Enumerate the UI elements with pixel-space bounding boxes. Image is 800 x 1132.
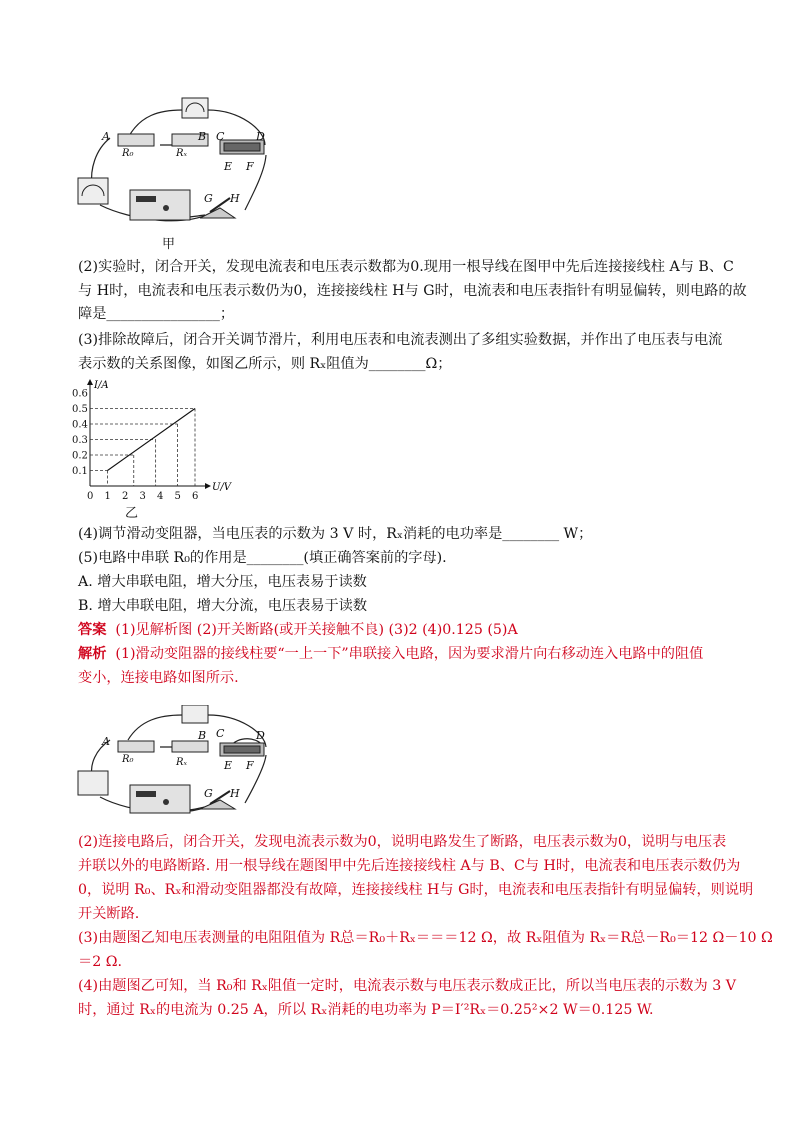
y-tick-label: 0.1 [72, 466, 88, 477]
analysis-p1-line2: 变小，连接电路如图所示. [78, 670, 239, 686]
x-tick-label: 4 [157, 491, 164, 502]
analysis-p2-line3: 0，说明 R₀、Rₓ和滑动变阻器都没有故障，连接接线柱 H与 G时，电流表和电压表指针有明显偏转，则说明 [78, 882, 754, 898]
y-tick-label: 0.2 [72, 450, 88, 462]
label-R0: R₀ [122, 754, 134, 765]
q4: (4)调节滑动变阻器，当电压表的示数为 3 V 时，Rₓ消耗的电功率是________ W； [78, 526, 593, 542]
circuit-figure-solution [70, 705, 280, 820]
label-G: G [204, 192, 213, 205]
label-A: A [102, 130, 110, 143]
analysis-label: 解析 [78, 646, 107, 662]
x-tick-label: 0 [87, 491, 94, 502]
analysis-p3-line2: ＝2 Ω. [78, 954, 122, 970]
analysis-p2-line1: (2)连接电路后，闭合开关，发现电流表示数为0，说明电路发生了断路，电压表示数为0，说明与电压表 [78, 834, 727, 850]
label-C: C [216, 727, 225, 740]
answer-text: (1)见解析图 (2)开关断路(或开关接触不良) (3)2 (4)0.125 (5)A [115, 622, 518, 638]
answer-label: 答案 [78, 622, 107, 638]
x-tick-label: 5 [174, 491, 181, 502]
analysis-p4-line2: 时，通过 Rₓ的电流为 0.25 A，所以 Rₓ消耗的电功率为 P＝I′²Rₓ＝0.25²×2 W＝0.125 W. [78, 1002, 654, 1018]
analysis-p1-text: (1)滑动变阻器的接线柱要“一上一下”串联接入电路，因为要求滑片向右移动连入电路中的阻值 [115, 646, 704, 662]
label-E: E [224, 759, 233, 772]
label-E: E [224, 160, 233, 173]
analysis-p4-line1: (4)由题图乙可知，当 R₀和 Rₓ阻值一定时，电流表示数与电压表示数成正比，所以当电压表的示数为 3 V [78, 978, 736, 994]
label-H: H [230, 192, 240, 205]
figure-jia-caption: 甲 [162, 237, 176, 252]
y-tick-label: 0.3 [72, 435, 88, 446]
analysis-p1-line1 [78, 644, 703, 664]
label-C: C [216, 130, 225, 143]
x-tick-label: 2 [122, 491, 129, 502]
analysis-p2-line2: 并联以外的电路断路. 用一根导线在题图甲中先后连接接线柱 A与 B、C与 H时，电流表和电压表示数仍为 [78, 858, 741, 874]
chart-caption: 乙 [125, 506, 139, 521]
label-R0: R₀ [122, 148, 134, 159]
x-axis-label: U/V [212, 482, 232, 493]
q3-line1: (3)排除故障后，闭合开关调节滑片，利用电压表和电流表测出了多组实验数据，并作出了电压表与电流 [78, 332, 723, 348]
analysis-p3-line1: (3)由题图乙知电压表测量的电阻阻值为 R总＝R₀＋Rₓ＝＝＝12 Ω，故 Rₓ阻值为 Rₓ＝R总－R₀＝12 Ω－10 Ω [78, 930, 773, 946]
label-B: B [198, 729, 207, 742]
q2-line1: (2)实验时，闭合开关，发现电流表和电压表示数都为0.现用一根导线在图甲中先后连接接线柱 A与 B、C [78, 259, 734, 275]
q3-line2: 表示数的关系图像，如图乙所示，则 Rₓ阻值为________Ω； [78, 356, 452, 372]
label-G: G [204, 787, 213, 800]
q5: (5)电路中串联 R₀的作用是________(填正确答案前的字母). [78, 550, 447, 566]
label-A: A [102, 735, 110, 748]
y-tick-label: 0.5 [72, 404, 88, 415]
analysis-p2-line4: 开关断路. [78, 906, 140, 922]
y-tick-label: 0.4 [72, 419, 88, 431]
option-b: B. 增大串联电阻，增大分流，电压表易于读数 [78, 598, 368, 614]
label-B: B [198, 130, 207, 143]
label-Rx: Rₓ [176, 148, 188, 159]
label-F: F [246, 759, 254, 772]
q2-line2: 与 H时，电流表和电压表示数仍为0，连接接线柱 H与 G时，电流表和电压表指针有明显偏转，则电路的故 [78, 283, 747, 299]
iu-chart [70, 376, 250, 516]
label-D: D [256, 729, 265, 742]
x-tick-label: 3 [139, 491, 146, 502]
y-tick-label: 0.6 [72, 388, 88, 400]
x-tick-label: 6 [192, 491, 199, 502]
y-axis-label: I/A [94, 380, 109, 391]
label-F: F [246, 160, 254, 173]
answer-row [78, 620, 518, 640]
label-Rx: Rₓ [176, 757, 188, 768]
option-a: A. 增大串联电阻，增大分压，电压表易于读数 [78, 574, 367, 590]
label-H: H [230, 787, 240, 800]
q2-line3: 障是________________； [78, 306, 235, 322]
label-D: D [256, 130, 265, 143]
x-tick-label: 1 [104, 491, 111, 502]
circuit-figure-jia [70, 90, 280, 230]
